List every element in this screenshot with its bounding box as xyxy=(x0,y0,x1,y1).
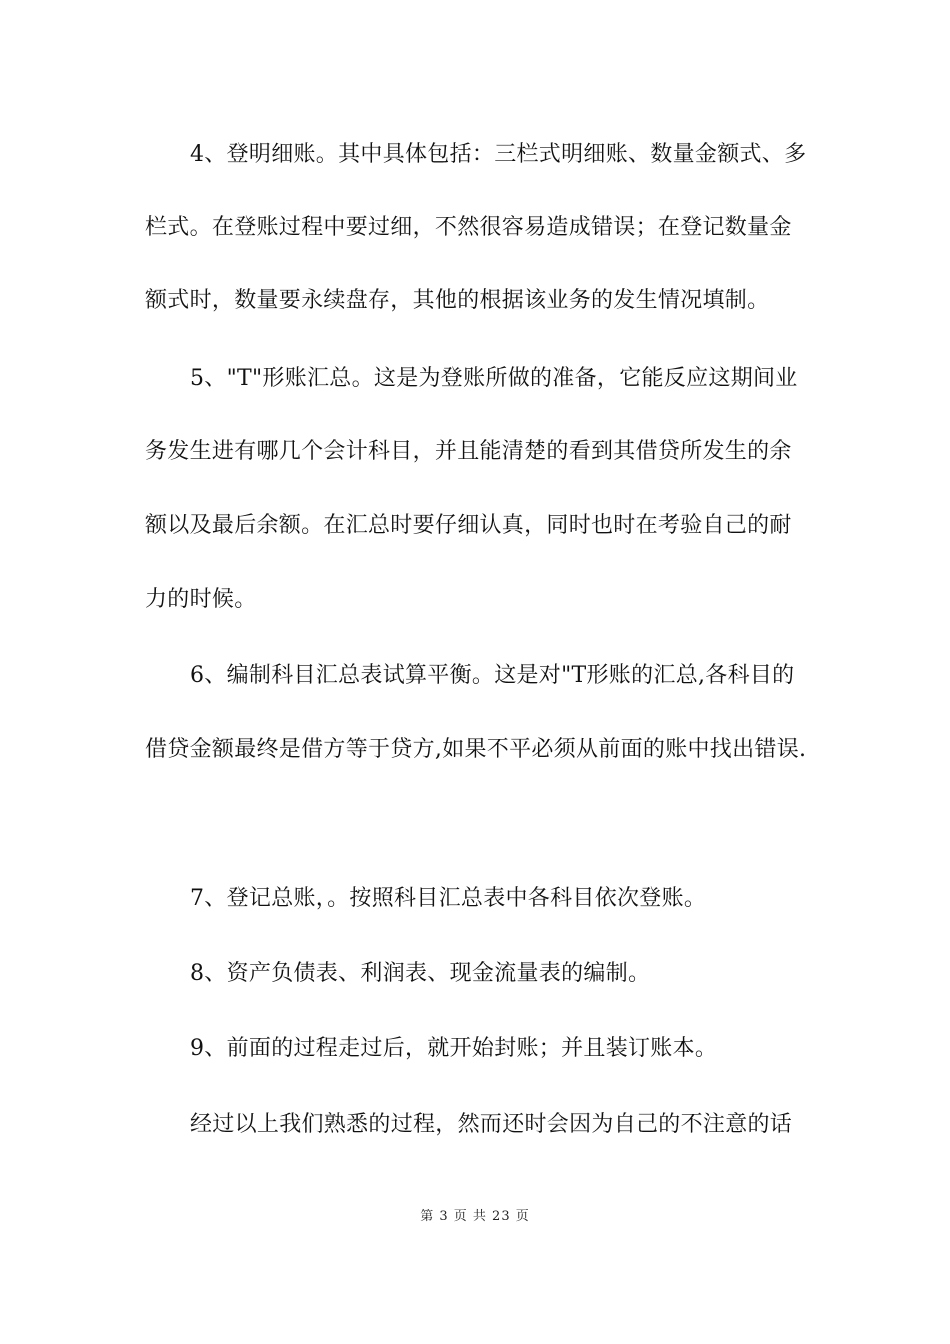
paragraph-5-line-3: 额以及最后余额。在汇总时要仔细认真，同时也时在考验自己的耐 xyxy=(145,513,792,538)
paragraph-5-line-4: 力的时候。 xyxy=(145,587,257,612)
paragraph-4-line-1: 4、登明细账。其中具体包括：三栏式明细账、数量金额式、多 xyxy=(190,142,807,167)
paragraph-4-line-2: 栏式。在登账过程中要过细，不然很容易造成错误；在登记数量金 xyxy=(145,215,792,240)
paragraph-5-line-2: 务发生进有哪几个会计科目，并且能清楚的看到其借贷所发生的余 xyxy=(145,439,792,464)
paragraph-5-line-1: 5、"T"形账汇总。这是为登账所做的准备，它能反应这期间业 xyxy=(190,366,798,391)
paragraph-conclusion-line-1: 经过以上我们熟悉的过程，然而还时会因为自己的不注意的话 xyxy=(190,1112,793,1137)
paragraph-6-line-2: 借贷金额最终是借方等于贷方,如果不平必须从前面的账中找出错误. xyxy=(145,737,807,762)
paragraph-4-line-3: 额式时，数量要永续盘存，其他的根据该业务的发生情况填制。 xyxy=(145,288,770,313)
page-number-footer: 第 3 页 共 23 页 xyxy=(420,1209,530,1224)
paragraph-7: 7、登记总账，。按照科目汇总表中各科目依次登账。 xyxy=(190,886,707,911)
paragraph-6-line-1: 6、编制科目汇总表试算平衡。这是对"T形账的汇总,各科目的 xyxy=(190,663,795,688)
paragraph-8: 8、资产负债表、利润表、现金流量表的编制。 xyxy=(190,961,651,986)
paragraph-9: 9、前面的过程走过后，就开始封账；并且装订账本。 xyxy=(190,1036,718,1061)
